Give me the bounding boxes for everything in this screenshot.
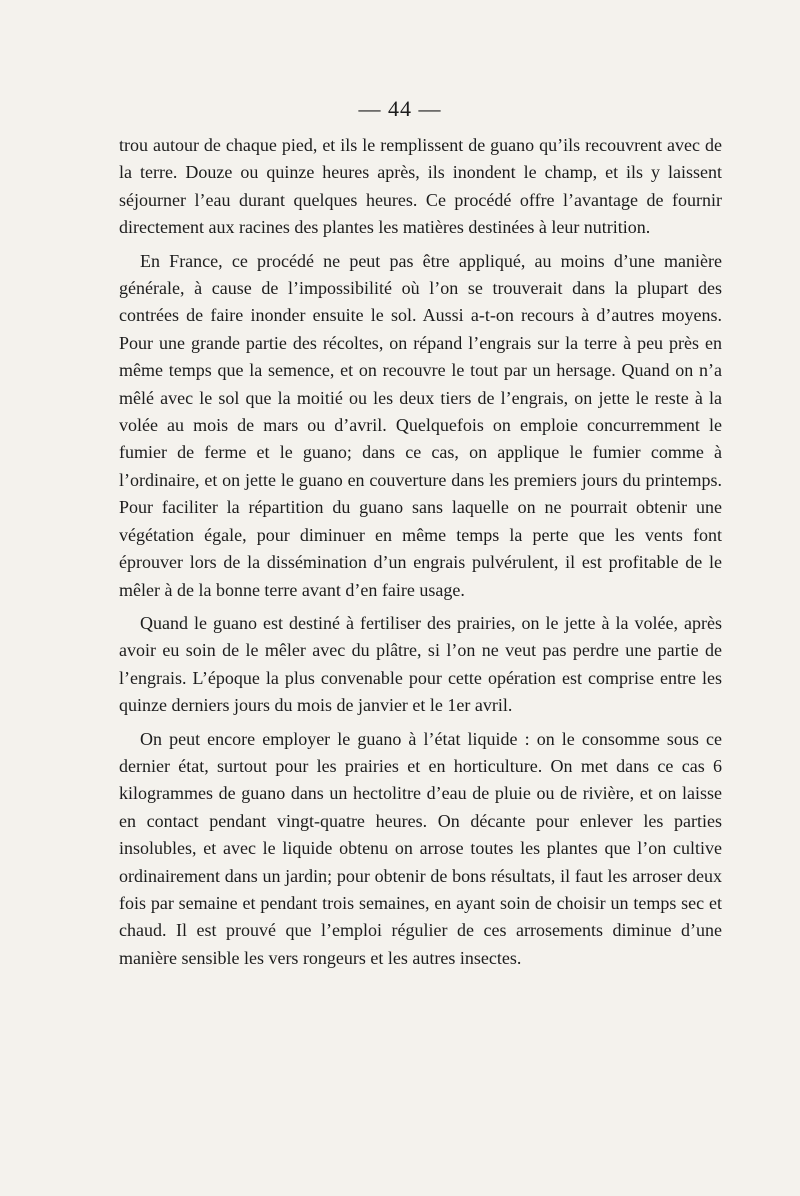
paragraph: On peut encore employer le guano à l’état liquide : on le consomme sous ce dernier état, surtout pour les prairies et en horticulture. On met dans ce cas 6 kilogrammes de guano dans un hectolitre d’eau de pluie ou de rivière, et on laisse en contact pendant vingt-quatre heures. On décante pour enlever les parties insolubles, et avec le liquide obtenu on arrose toutes les plantes que l’on cultive ordinairement dans un jardin; pour obtenir de bons résultats, il faut les arroser deux fois par semaine et pendant trois semaines, en ayant soin de choisir un temps sec et chaud. Il est prouvé que l’emploi régulier de ces arrosements diminue d’une manière sensible les vers rongeurs et les autres insectes. bbox=[119, 728, 722, 968]
page-number: — 44 — bbox=[358, 96, 442, 121]
paragraph: trou autour de chaque pied, et ils le remplissent de guano qu’ils recouvrent avec de la terre. Douze ou quinze heures après, ils inondent le champ, et ils y laissent séjourner l’eau durant quelques heures. Ce procédé offre l’avantage de fournir directement aux racines des plantes les matières destinées à leur nutrition. bbox=[119, 135, 722, 238]
paragraph: Quand le guano est destiné à fertiliser des prairies, on le jette à la volée, après avoir eu soin de le mêler avec du plâtre, si l’on ne veut pas perdre une partie de l’engrais. L’époque la plus convenable pour cette opération est comprise entre les quinze derniers jours du mois de janvier et le 1er avril. bbox=[119, 612, 722, 716]
paragraph: En France, ce procédé ne peut pas être appliqué, au moins d’une manière générale, à cause de l’impossibilité où l’on se trouverait dans la plupart des contrées de faire inonder ensuite le sol. Aussi a-t-on recours à d’autres moyens. Pour une grande partie des récoltes, on répand l’engrais sur la terre à peu près en même temps que la semence, et on recouvre le tout par un hersage. Quand on n’a mêlé avec le sol que la moitié ou les deux tiers de l’engrais, on jette le reste à la volée au mois de mars ou d’avril. Quelquefois on emploie concurremment le fumier de ferme et le guano; dans ce cas, on applique le fumier comme à l’ordinaire, et on jette le guano en couverture dans les premiers jours du printemps. Pour faciliter la répartition du guano sans laquelle on ne pourrait obtenir une végétation égale, pour diminuer en même temps la perte que les vents font éprouver lors de la dissémination d’un engrais pulvérulent, il est profitable de le mêler à de la bonne terre avant d’en faire usage. bbox=[119, 250, 722, 600]
body-text bbox=[119, 132, 722, 978]
